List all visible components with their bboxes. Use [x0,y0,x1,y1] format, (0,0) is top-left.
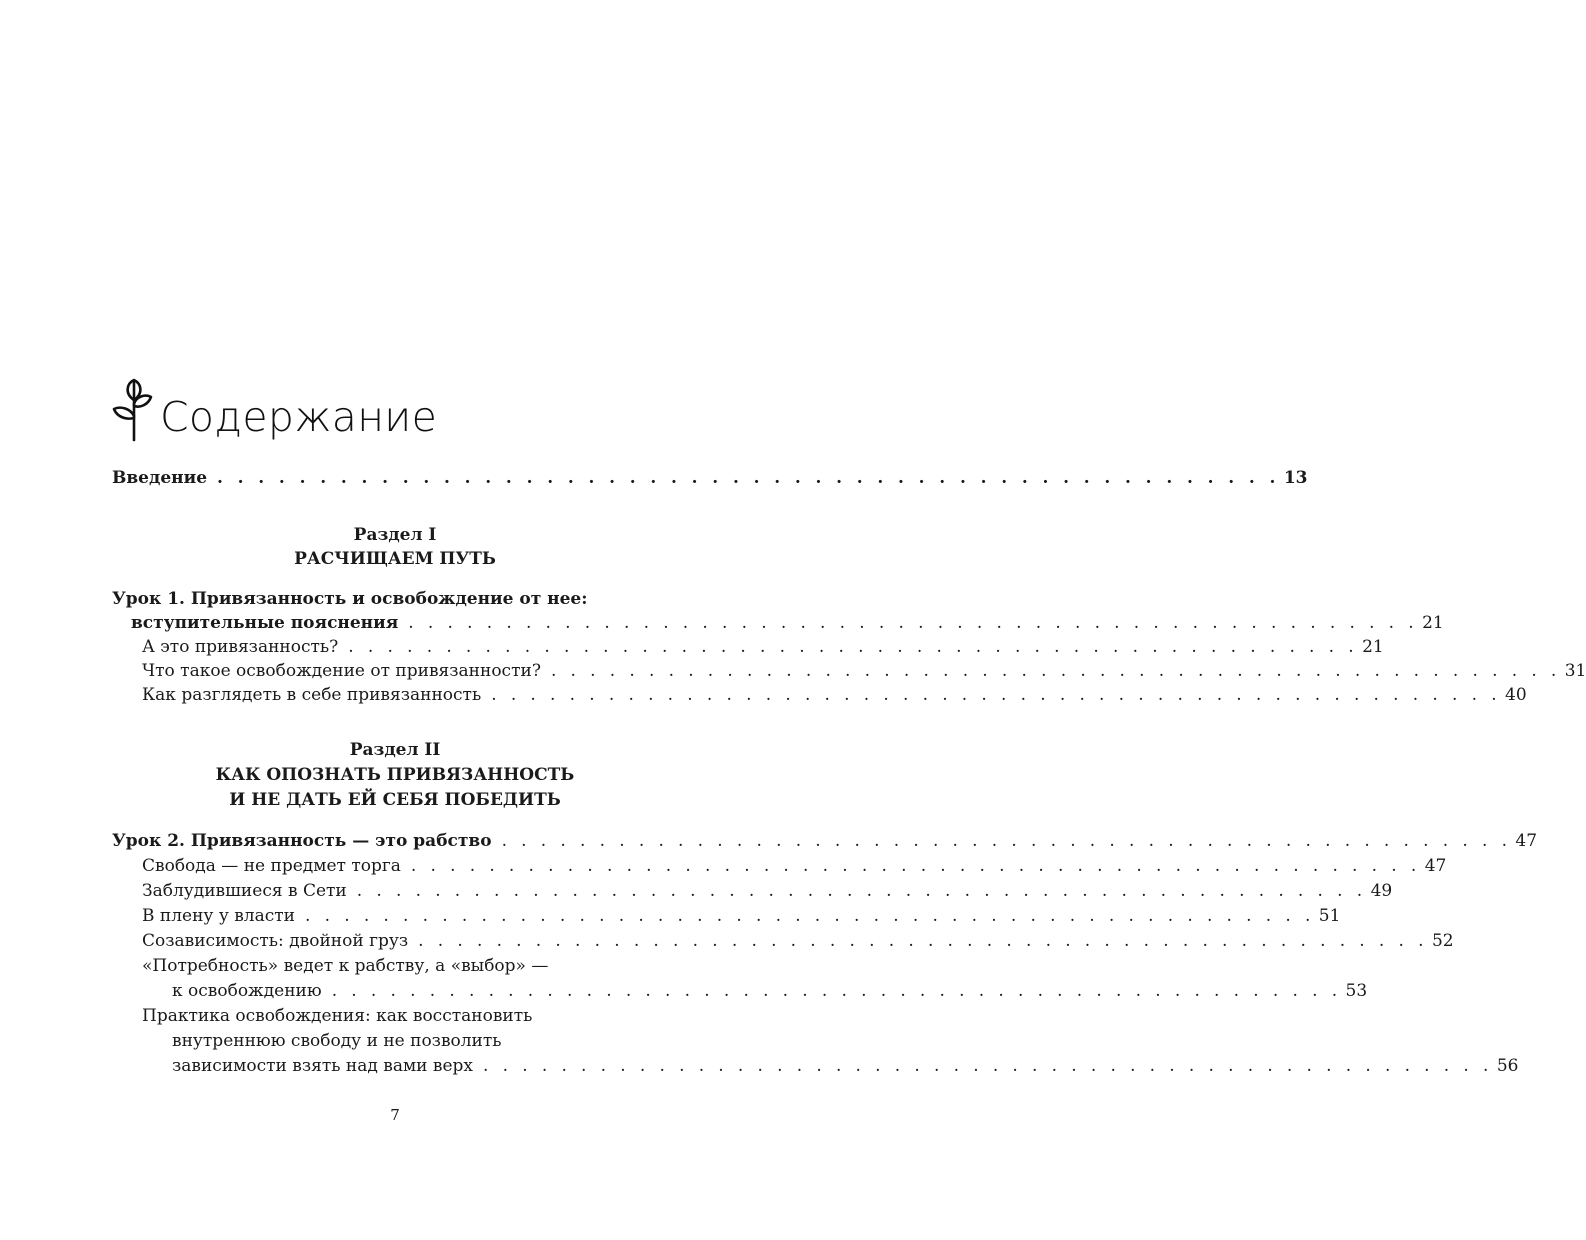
sprout-icon [110,372,154,442]
entry-label: зависимости взять над вами верх [172,1056,474,1076]
dot-leader: . . . . . . . . . . . . . . . . . . . . . . . . . . . . . . . . . . . . . . . . . . . . . . . . . . . . [550,661,1561,681]
entry-label: вступительные пояснения [131,613,399,633]
toc-entry[interactable] [142,879,1393,903]
entry-label: В плену у власти [142,906,295,926]
section-title-line-1: КАК ОПОЗНАТЬ ПРИВЯЗАННОСТЬ [215,765,575,785]
entry-label: к освобождению [172,981,322,1001]
entry-label: Заблудившиеся в Сети [142,881,347,901]
dot-leader: . . . . . . . . . . . . . . . . . . . . . . . . . . . . . . . . . . . . . . . . . . . . . . . . . . . . [305,906,1315,926]
page-ref: 40 [1505,685,1527,705]
entry-label: А это привязанность? [142,637,339,657]
entry-label: Что такое освобождение от привязанности? [142,661,541,681]
toc-entry[interactable] [142,683,1527,707]
page-ref: 13 [1283,468,1308,488]
toc-entry[interactable] [142,635,1384,659]
page-title: Содержание [160,393,438,441]
page-ref: 51 [1318,906,1341,926]
section-title-line-2: И НЕ ДАТЬ ЕЙ СЕБЯ ПОБЕДИТЬ [229,790,561,810]
page-ref: 53 [1345,981,1368,1001]
page-ref: 47 [1424,856,1447,876]
section-title: РАСЧИЩАЕМ ПУТЬ [294,549,496,569]
page-ref: 21 [1362,637,1384,657]
section-label: Раздел I [353,525,437,545]
dot-leader: . . . . . . . . . . . . . . . . . . . . . . . . . . . . . . . . . . . . . . . . . . . . . . . . . . . . [501,831,1512,851]
page-ref: 49 [1370,881,1393,901]
toc-entry[interactable] [142,904,1341,928]
page-ref: 47 [1515,831,1538,851]
dot-leader: . . . . . . . . . . . . . . . . . . . . . . . . . . . . . . . . . . . . . . . . . . . . . . . . . . . . [410,856,1421,876]
entry-label-line-1[interactable]: Практика освобождения: как восстановить [142,1006,533,1026]
toc-entry[interactable] [112,829,1538,853]
toc-entry[interactable] [112,466,1308,490]
toc-entry[interactable] [142,854,1447,878]
dot-leader: . . . . . . . . . . . . . . . . . . . . . . . . . . . . . . . . . . . . . . . . . . . . . . . . . . . . [418,931,1428,951]
page-ref: 56 [1496,1056,1519,1076]
page-ref: 31 [1564,661,1586,681]
entry-label-line-1[interactable]: «Потребность» ведет к рабству, а «выбор» — [142,956,549,976]
entry-label: Свобода — не предмет торга [142,856,401,876]
toc-entry[interactable] [172,979,1368,1003]
toc-entry[interactable] [131,611,1444,635]
dot-leader: . . . . . . . . . . . . . . . . . . . . . . . . . . . . . . . . . . . . . . . . . . . . . . . . . . . . [356,881,1367,901]
entry-label-line-2[interactable]: внутреннюю свободу и не позволить [172,1031,502,1051]
dot-leader: . . . . . . . . . . . . . . . . . . . . . . . . . . . . . . . . . . . . . . . . . . . . . . . . . . . . [331,981,1342,1001]
toc-entry[interactable] [172,1054,1519,1078]
entry-label: Введение [112,468,208,488]
dot-leader: . . . . . . . . . . . . . . . . . . . . . . . . . . . . . . . . . . . . . . . . . . . . . . . . . . . . [491,685,1502,705]
section-label: Раздел II [349,740,441,760]
entry-label: Урок 2. Привязанность — это рабство [112,831,492,851]
page-ref: 21 [1422,613,1444,633]
entry-label: Созависимость: двойной груз [142,931,409,951]
dot-leader: . . . . . . . . . . . . . . . . . . . . . . . . . . . . . . . . . . . . . . . . . . . . . . . . . . . . [348,637,1359,657]
dot-leader: . . . . . . . . . . . . . . . . . . . . . . . . . . . . . . . . . . . . . . . . . . . . . . . . . . . . [483,1056,1493,1076]
toc-entry[interactable] [142,929,1454,953]
entry-label: Как разглядеть в себе привязанность [142,685,482,705]
toc-entry[interactable] [142,659,1586,683]
page-number: 7 [390,1106,400,1124]
page-ref: 52 [1431,931,1454,951]
dot-leader: . . . . . . . . . . . . . . . . . . . . . . . . . . . . . . . . . . . . . . . . . . . . . . . . . . . . [408,613,1419,633]
toc-heading [110,366,437,442]
lesson-title[interactable]: Урок 1. Привязанность и освобождение от нее: [112,589,588,609]
dot-leader: . . . . . . . . . . . . . . . . . . . . . . . . . . . . . . . . . . . . . . . . . . . . . . . . . . . . [217,468,1280,488]
